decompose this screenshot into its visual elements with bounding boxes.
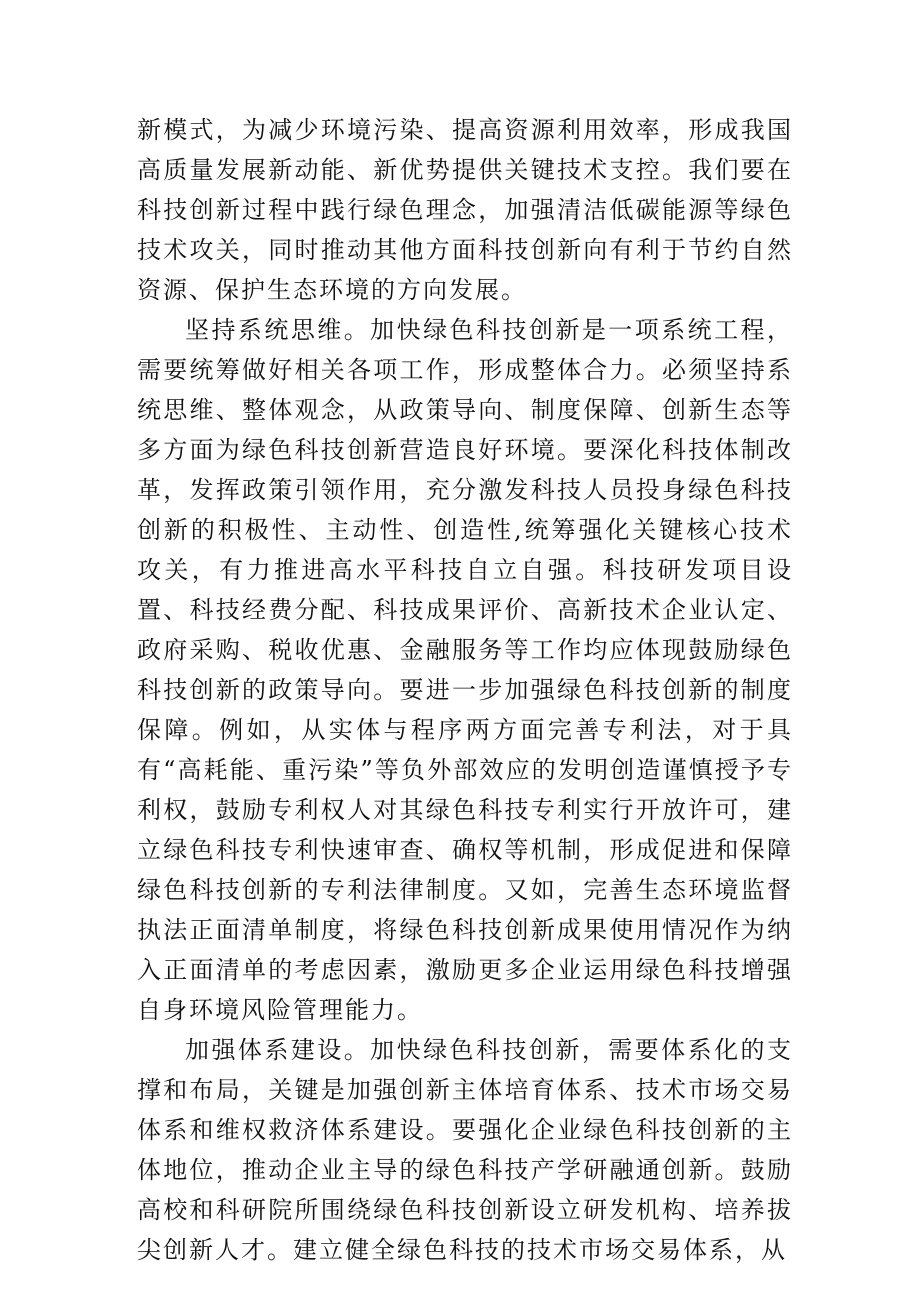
document-body — [137, 110, 793, 1270]
paragraph-3: 加强体系建设。加快绿色科技创新，需要体系化的支撑和布局，关键是加强创新主体培育体系、技术市场交易体系和维权救济体系建设。要强化企业绿色科技创新的主体地位，推动企业主导的绿色科技产学研融通创新。鼓励高校和科研院所围绕绿色科技创新设立研发机构、培养拔尖创新人才。建立健全绿色科技的技术市场交易体系，从 — [137, 1036, 793, 1264]
paragraph-2: 坚持系统思维。加快绿色科技创新是一项系统工程，需要统筹做好相关各项工作，形成整体合力。必须坚持系统思维、整体观念，从政策导向、制度保障、创新生态等多方面为绿色科技创新营造良好环境。要深化科技体制改革，发挥政策引领作用，充分激发科技人员投身绿色科技创新的积极性、主动性、创造性,统筹强化关键核心技术攻关，有力推进高水平科技自立自强。科技研发项目设置、科技经费分配、科技成果评价、高新技术企业认定、政府采购、税收优惠、金融服务等工作均应体现鼓励绿色科技创新的政策导向。要进一步加强绿色科技创新的制度保障。例如，从实体与程序两方面完善专利法，对于具有“高耗能、重污染”等负外部效应的发明创造谨慎授予专利权，鼓励专利权人对其绿色科技专利实行开放许可，建立绿色科技专利快速审查、确权等机制，形成促进和保障绿色科技创新的专利法律制度。又如，完善生态环境监督执法正面清单制度，将绿色科技创新成果使用情况作为纳入正面清单的考虑因素，激励更多企业运用绿色科技增强自身环境风险管理能力。 — [137, 316, 793, 1024]
paragraph-1: 新模式，为减少环境污染、提高资源利用效率，形成我国高质量发展新动能、新优势提供关键技术支控。我们要在科技创新过程中践行绿色理念，加强清洁低碳能源等绿色技术攻关，同时推动其他方面科技创新向有利于节约自然资源、保护生态环境的方向发展。 — [137, 116, 793, 304]
